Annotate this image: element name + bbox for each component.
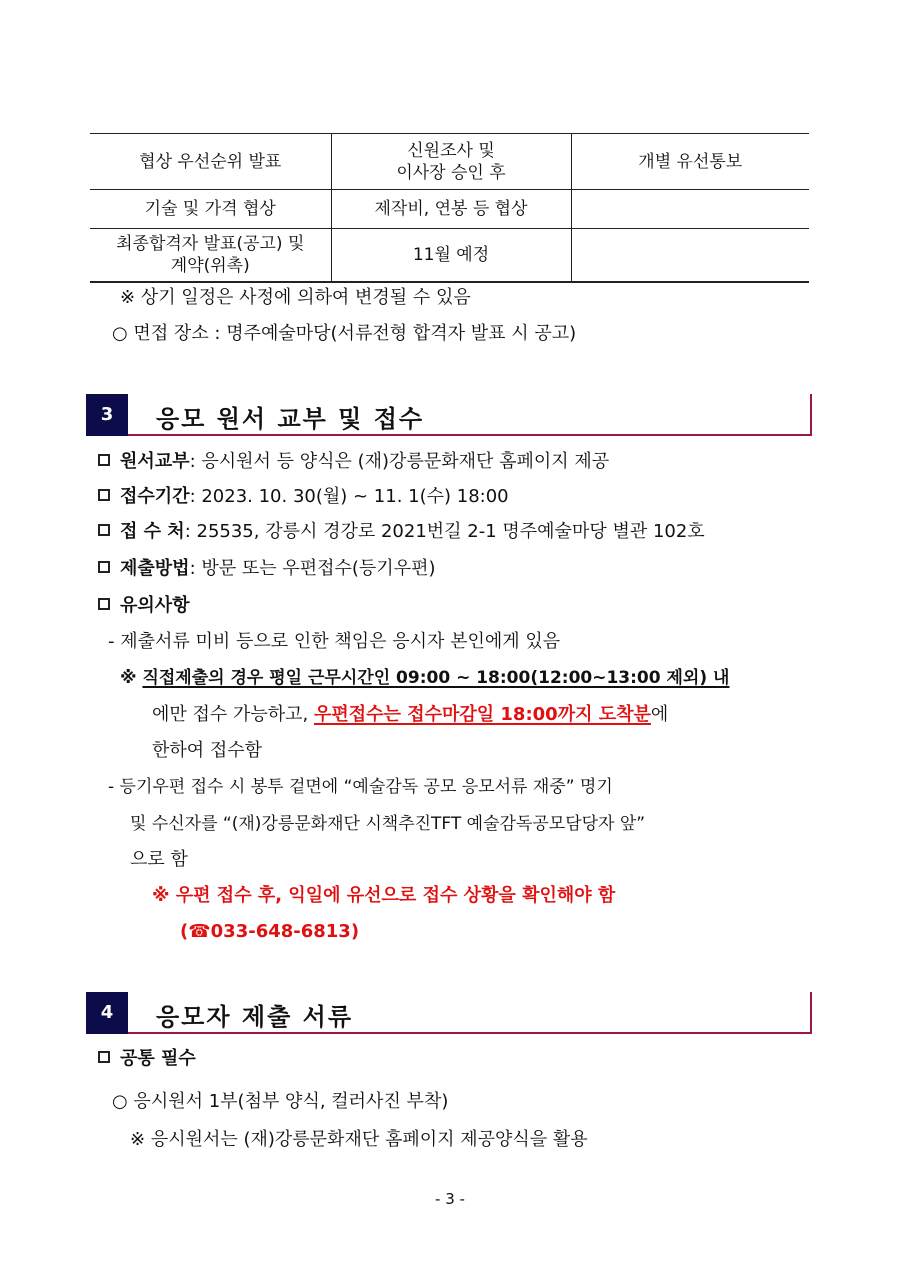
cell-line: 최종합격자 발표(공고) 및 — [116, 234, 305, 254]
red-confirm-note: ※ 우편 접수 후, 익일에 유선으로 접수 상황을 확인해야 함 — [152, 885, 616, 906]
direct-submission-line3: 한하여 접수함 — [152, 740, 263, 761]
section-rule — [128, 434, 812, 436]
table-cell — [571, 190, 809, 229]
checkbox-square-icon — [98, 454, 110, 466]
caution-2-line1: - 등기우편 접수 시 봉투 겉면에 “예술감독 공모 응모서류 재중” 명기 — [108, 777, 613, 797]
item-label: 원서교부 — [120, 451, 190, 472]
text-part: 에 — [650, 704, 669, 725]
caution-2-line3: 으로 함 — [130, 849, 188, 870]
item-issue — [98, 450, 609, 474]
item-text: : 2023. 10. 30(월) ~ 11. 1(수) 18:00 — [189, 486, 509, 507]
direct-submission-text: 직접제출의 경우 평일 근무시간인 09:00 ~ 18:00(12:00~13:00 제외) 내 — [142, 668, 730, 688]
item-label: 공통 필수 — [120, 1048, 196, 1069]
cell-line: 이사장 승인 후 — [396, 162, 506, 183]
checkbox-square-icon — [98, 1051, 110, 1063]
table-cell: 개별 유선통보 — [571, 134, 809, 190]
common-required — [98, 1047, 196, 1071]
table-cell: 제작비, 연봉 등 협상 — [331, 190, 571, 229]
item-label: 유의사항 — [120, 595, 190, 616]
table-cell — [571, 229, 809, 283]
section-title: 응모자 제출 서류 — [156, 1003, 353, 1031]
section-rule-end — [810, 394, 812, 436]
caution-2-line2: 및 수신자를 “(재)강릉문화재단 시책추진TFT 예술감독공모담당자 앞” — [130, 814, 646, 834]
section-title: 응모 원서 교부 및 접수 — [156, 405, 425, 433]
note-mark: ※ — [120, 668, 137, 688]
page-number: - 3 - — [435, 1190, 465, 1208]
section-rule — [128, 1032, 812, 1034]
cell-line: 신원조사 및 — [407, 140, 495, 161]
schedule-change-note: ※ 상기 일정은 사정에 의하여 변경될 수 있음 — [120, 287, 471, 308]
item-period — [98, 485, 509, 509]
text-part: 에만 접수 가능하고, — [152, 704, 314, 725]
checkbox-square-icon — [98, 489, 110, 501]
table-cell — [331, 134, 571, 190]
item-label: 접수기간 — [120, 486, 190, 507]
table-row — [90, 134, 809, 190]
table-cell: 11월 예정 — [331, 229, 571, 283]
section-number: 4 — [86, 992, 128, 1034]
checkbox-square-icon — [98, 598, 110, 610]
mail-deadline-highlight: 우편접수는 접수마감일 18:00까지 도착분 — [314, 704, 651, 725]
section-3-header — [86, 394, 812, 436]
section-rule-end — [810, 992, 812, 1034]
schedule-table — [90, 133, 809, 283]
item-place — [98, 520, 705, 544]
table-row — [90, 229, 809, 283]
item-label: 접 수 처 — [120, 521, 185, 542]
table-cell: 기술 및 가격 협상 — [90, 190, 331, 229]
contact-phone: (☎033-648-6813) — [180, 921, 360, 942]
interview-place: ○ 면접 장소 : 명주예술마당(서류전형 합격자 발표 시 공고) — [112, 323, 577, 344]
checkbox-square-icon — [98, 524, 110, 536]
cell-line: 계약(위촉) — [170, 256, 250, 276]
checkbox-square-icon — [98, 561, 110, 573]
item-text: : 방문 또는 우편접수(등기우편) — [189, 558, 436, 579]
caution-1: - 제출서류 미비 등으로 인한 책임은 응시자 본인에게 있음 — [108, 631, 561, 652]
table-cell: 협상 우선순위 발표 — [90, 134, 331, 190]
application-form-item: ○ 응시원서 1부(첨부 양식, 컬러사진 부착) — [112, 1091, 449, 1112]
direct-submission-line1 — [120, 666, 729, 690]
table-row — [90, 190, 809, 229]
direct-submission-line2 — [152, 703, 668, 727]
application-form-note: ※ 응시원서는 (재)강릉문화재단 홈페이지 제공양식을 활용 — [130, 1129, 588, 1150]
section-number: 3 — [86, 394, 128, 436]
item-caution — [98, 594, 190, 618]
section-4-header — [86, 992, 812, 1034]
item-method — [98, 557, 436, 581]
table-cell — [90, 229, 331, 283]
item-text: : 응시원서 등 양식은 (재)강릉문화재단 홈페이지 제공 — [189, 451, 610, 472]
item-text: : 25535, 강릉시 경강로 2021번길 2-1 명주예술마당 별관 102호 — [184, 521, 705, 542]
item-label: 제출방법 — [120, 558, 190, 579]
